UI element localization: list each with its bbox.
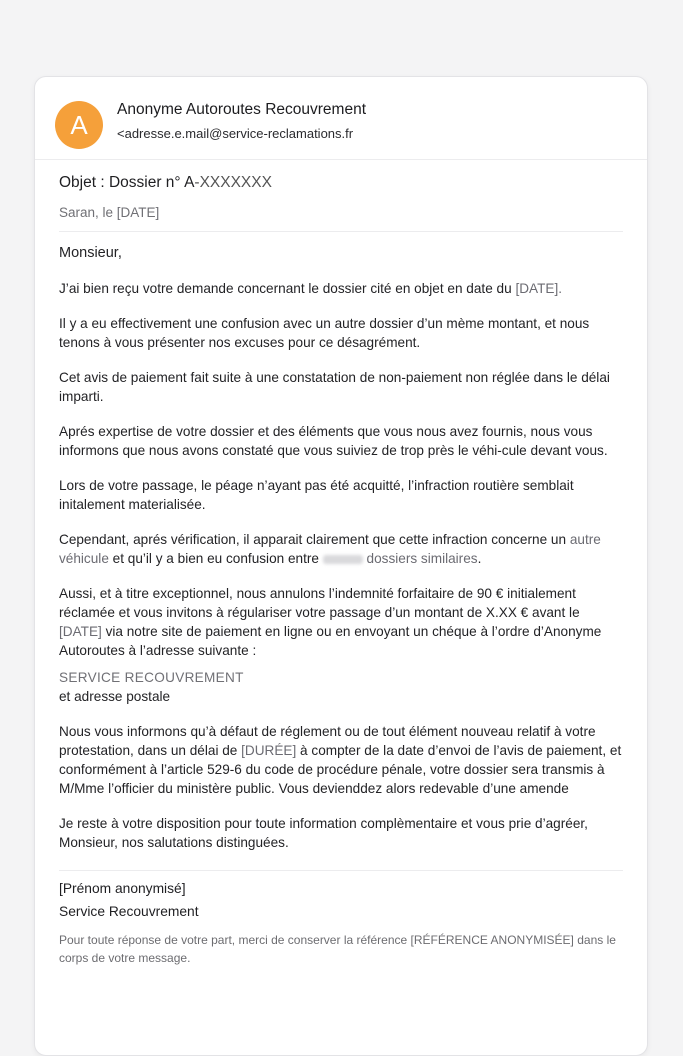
paragraph-4: Aprés expertise de votre dossier et des éléments que vous nous avez fournis, nous vous informons que nous avons constaté que vous suiviez de trop près le véhi-cule devant vous. — [59, 424, 608, 458]
paragraph-8-a: Nous vous informons qu’à défaut de réglement ou de tout élément nouveau relatif à votre protestation, dans un délai de — [59, 724, 596, 758]
link-dossiers-similaires[interactable]: dossiers similaires — [366, 551, 478, 566]
avatar[interactable]: A — [55, 101, 103, 149]
footnote: Pour toute réponse de votre part, merci de conserver la référence [RÉFÉRENCE ANONYMISÉE] dans le corps de votre message. — [59, 933, 616, 965]
link-autre-vehicule[interactable]: autre véhicule — [59, 532, 601, 566]
service-subtitle: et adresse postale — [59, 689, 171, 704]
paragraph-7 — [59, 584, 623, 660]
paragraph-3: Cet avis de paiement fait suite à une constatation de non-paiement non réglée dans le délai imparti. — [59, 370, 610, 404]
paragraph-1 — [59, 279, 623, 298]
sender-name[interactable]: Anonyme Autoroutes Recouvrement — [117, 101, 366, 118]
subject — [59, 172, 623, 194]
paragraph-6 — [59, 530, 623, 568]
paragraph-7-a: Aussi, et à titre exceptionnel, nous annulons l’indemnité forfaitaire de 90 € initialement réclamée et vous invitons à régulariser votre passage d’un montant de X.XX € avant le — [59, 586, 580, 620]
paragraph-1-text: J’ai bien reçu votre demande concernant le dossier cité en objet en date du — [59, 281, 516, 296]
email-body — [35, 160, 647, 967]
paragraph-8-duree: [DURÉE] — [241, 743, 297, 758]
subject-prefix: Objet : Dossier n° A — [59, 174, 195, 191]
sender-email[interactable]: <adresse.e.mail@service-reclamations.fr — [117, 126, 354, 141]
email-header — [35, 77, 647, 160]
paragraph-6-mid: et qu’il y a bien eu confusion entre — [108, 551, 323, 566]
service-title: SERVICE RECOUVREMENT — [59, 670, 244, 685]
email-card — [34, 76, 648, 1056]
paragraph-7-b: via notre site de paiement en ligne ou en envoyant un chéque à l’ordre d’Anonyme Autoroutes à l’adresse suivante : — [59, 624, 602, 658]
redacted-blur — [323, 555, 363, 564]
paragraph-2: Il y a eu effectivement une confusion avec un autre dossier d’un mème montant, et nous tenons à vous présenter nos excuses pour ce désagrément. — [59, 316, 590, 350]
signature-name: [Prénom anonymisé] — [59, 881, 186, 896]
paragraph-6-text: Cependant, aprés vérification, il apparait clairement que cette infraction concerne un — [59, 532, 570, 547]
subject-placeholder: -XXXXXXX — [194, 174, 272, 191]
paragraph-6-end: . — [477, 551, 482, 566]
paragraph-9: Je reste à votre disposition pour toute information complèmentaire et vous prie d’agréer, Monsieur, nos salutations distinguées. — [59, 816, 588, 850]
paragraph-8-b: à compter de la date d’envoi de l’avis de paiement, et conformément à l’article 529-6 du code de procédure pénale, votre dossier sera transmis à M/Mme l’officier du ministère public. Vous devienddez alors redevable d’une amende — [59, 743, 622, 796]
date-line: Saran, le [DATE] — [59, 205, 623, 232]
paragraph-7-date: [DATE] — [59, 624, 102, 639]
paragraph-8 — [59, 722, 623, 798]
signature-block — [59, 870, 623, 967]
paragraph-1-date: [DATE]. — [515, 281, 563, 296]
greeting: Monsieur, — [59, 245, 122, 261]
signature-service: Service Recouvrement — [59, 904, 199, 919]
paragraph-5: Lors de votre passage, le péage n’ayant pas été acquitté, l’infraction routière semblait initalement materialisée. — [59, 478, 574, 512]
